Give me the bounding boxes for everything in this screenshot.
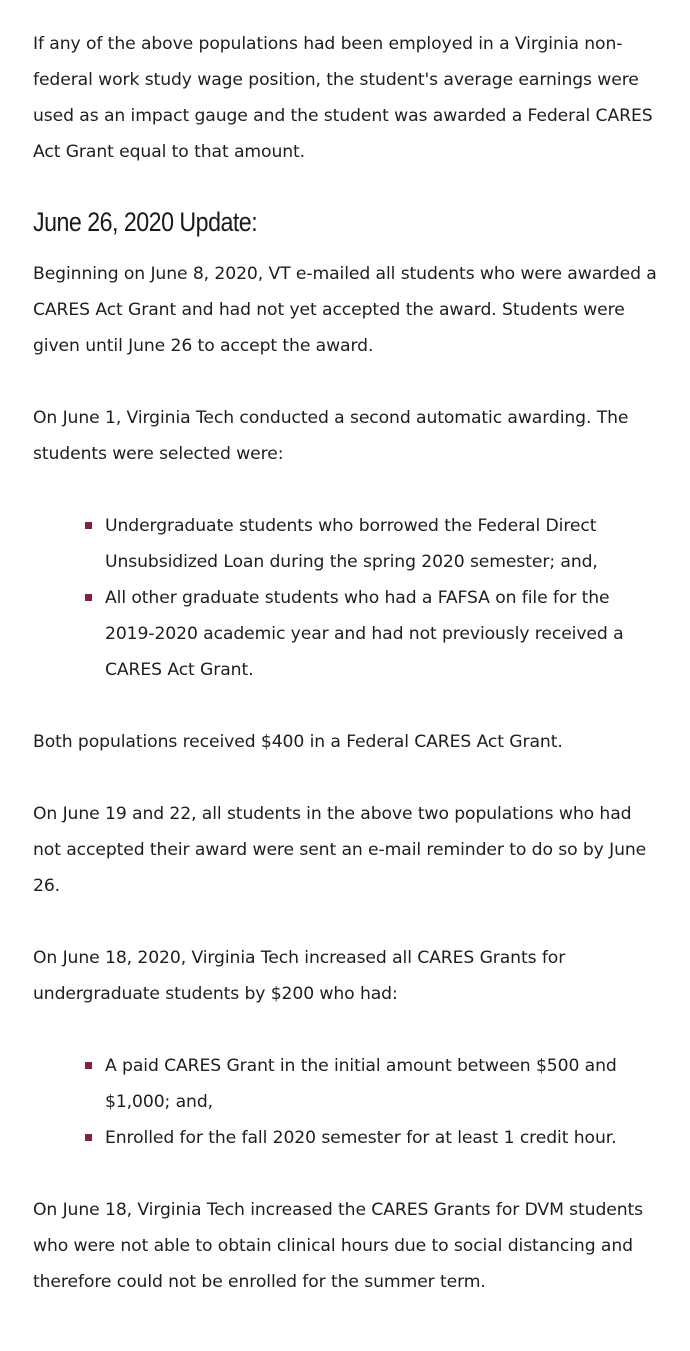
list-item-text: Enrolled for the fall 2020 semester for at least 1 credit hour.	[105, 1128, 617, 1148]
list-item	[105, 508, 663, 580]
list-item	[105, 580, 663, 688]
paragraph-populations-received: Both populations received $400 in a Federal CARES Act Grant.	[33, 732, 563, 752]
square-bullet-icon	[85, 594, 92, 601]
list-item-text: A paid CARES Grant in the initial amount between $500 and $1,000; and,	[105, 1056, 617, 1112]
square-bullet-icon	[85, 522, 92, 529]
square-bullet-icon	[85, 1134, 92, 1141]
paragraph-email-notice: Beginning on June 8, 2020, VT e-mailed all students who were awarded a CARES Act Grant and had not yet accepted the award. Students were given until June 26 to accept the award.	[33, 264, 657, 356]
list-item	[105, 1120, 663, 1156]
paragraph-increase: On June 18, 2020, Virginia Tech increased all CARES Grants for undergraduate students by $200 who had:	[33, 948, 566, 1004]
update-heading: June 26, 2020 Update:	[33, 207, 258, 237]
paragraph-second-awarding: On June 1, Virginia Tech conducted a second automatic awarding. The students were selected were:	[33, 408, 629, 464]
list-item	[105, 1048, 663, 1120]
selected-students-list	[33, 508, 663, 688]
square-bullet-icon	[85, 1062, 92, 1069]
paragraph-dvm-increase: On June 18, Virginia Tech increased the CARES Grants for DVM students who were not able to obtain clinical hours due to social distancing and therefore could not be enrolled for the summer term.	[33, 1200, 644, 1292]
list-item-text: Undergraduate students who borrowed the Federal Direct Unsubsidized Loan during the spring 2020 semester; and,	[105, 516, 598, 572]
paragraph-reminder: On June 19 and 22, all students in the above two populations who had not accepted their award were sent an e-mail reminder to do so by June 26.	[33, 804, 647, 896]
increase-criteria-list	[33, 1048, 663, 1156]
article-content	[33, 26, 663, 1300]
update-heading-wrap	[33, 204, 663, 244]
intro-paragraph: If any of the above populations had been employed in a Virginia non-federal work study wage position, the student's average earnings were used as an impact gauge and the student was awarded a Federal CARES Act Grant equal to that amount.	[33, 34, 653, 162]
list-item-text: All other graduate students who had a FAFSA on file for the 2019-2020 academic year and had not previously received a CARES Act Grant.	[105, 588, 624, 680]
